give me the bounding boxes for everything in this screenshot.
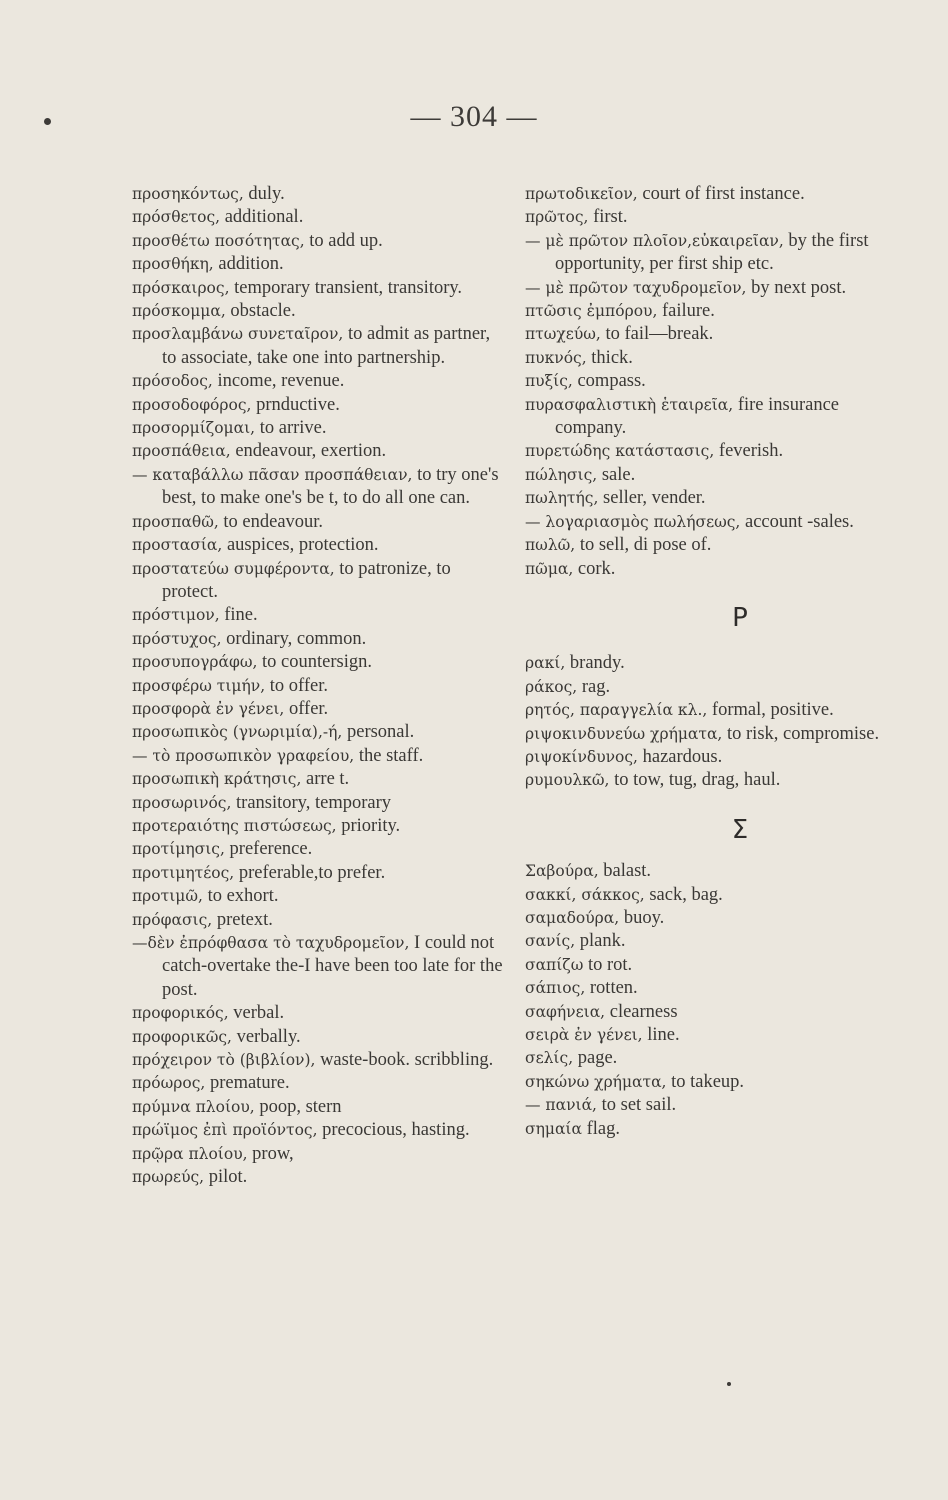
dictionary-entry <box>132 1166 504 1189</box>
dictionary-entry <box>132 1143 504 1166</box>
entry-english-gloss: pretext. <box>216 909 273 930</box>
dictionary-entry <box>525 440 895 463</box>
dictionary-entry <box>525 930 895 953</box>
entry-english-gloss: to fail—break. <box>605 324 714 345</box>
dictionary-entry <box>132 394 504 417</box>
entry-english-gloss: pilot. <box>208 1167 248 1188</box>
dictionary-entry <box>132 1096 504 1119</box>
entry-greek-term: προφορικός, <box>132 1004 229 1023</box>
entry-english-gloss: personal. <box>346 722 415 743</box>
entry-greek-term: πρώϊμος ἐπὶ προϊόντος, <box>132 1121 318 1140</box>
entry-english-gloss: balast. <box>603 861 652 882</box>
dictionary-entry <box>525 884 895 907</box>
entry-english-gloss: thick. <box>591 347 633 368</box>
entry-english-gloss: duly. <box>248 184 285 204</box>
entry-greek-term: προσφέρω τιμήν, <box>132 676 266 695</box>
entry-english-gloss: to set sail. <box>601 1095 677 1116</box>
dictionary-entry <box>132 1119 504 1142</box>
dictionary-entry <box>525 464 895 487</box>
entry-english-gloss: to rot. <box>587 954 633 975</box>
dictionary-entry <box>525 347 895 370</box>
dictionary-entry <box>525 1047 895 1070</box>
entry-greek-term: πυρασφαλιστικὴ ἑταιρεῖα, <box>525 395 734 414</box>
dictionary-entry <box>132 558 504 605</box>
entry-greek-term: σειρὰ ἐν γένει, <box>525 1026 643 1044</box>
dictionary-entry <box>132 838 504 861</box>
entry-greek-term: σηκώνω χρήματα, <box>525 1072 667 1091</box>
entry-greek-term: προστατεύω συμφέροντα, <box>132 559 335 578</box>
section-heading-rho: P <box>732 602 748 633</box>
entry-english-gloss: failure. <box>662 301 715 322</box>
entry-greek-term: προσυπογράφω, <box>132 653 258 672</box>
dictionary-entry <box>132 370 504 393</box>
entry-english-gloss: fine. <box>224 605 258 626</box>
pi-entries <box>525 183 895 581</box>
entry-english-gloss: preferable,to prefer. <box>238 862 386 883</box>
dictionary-entry <box>525 277 895 300</box>
entry-english-gloss: temporary transient, transitory. <box>234 277 463 298</box>
entry-greek-term: ριψοκινδυνεύω χρήματα, <box>525 724 723 743</box>
entry-english-gloss: priority. <box>341 815 401 836</box>
entry-greek-term: — λογαριασμὸς πωλήσεως, <box>525 512 741 531</box>
entry-greek-term: πυκνός, <box>525 348 587 367</box>
entry-greek-term: πρόσθετος, <box>132 208 221 227</box>
dictionary-entry <box>132 604 504 627</box>
dictionary-entry <box>525 183 895 206</box>
dictionary-entry <box>525 323 895 346</box>
entry-english-gloss: to sell, di pose of. <box>579 535 712 556</box>
entry-greek-term: προσωπικὸς (γνωριμία),-ή, <box>132 723 343 742</box>
dictionary-entry <box>132 768 504 791</box>
entry-greek-term: πρόσκομμα, <box>132 302 226 321</box>
entry-greek-term: προσθήκη, <box>132 255 214 274</box>
entry-english-gloss: income, revenue. <box>217 371 345 392</box>
dictionary-entry <box>132 230 504 253</box>
entry-greek-term: πρόστυχος, <box>132 629 222 648</box>
dictionary-entry <box>132 464 504 511</box>
entry-greek-term: ράκος, <box>525 677 578 696</box>
entry-greek-term: πυρετώδης κατάστασις, <box>525 442 715 461</box>
dictionary-entry <box>525 699 895 722</box>
entry-english-gloss: I could not catch-overtake the-I have been too late for the post. <box>162 933 503 1000</box>
entry-greek-term: πρῷρα πλοίου, <box>132 1144 248 1163</box>
dictionary-entry <box>132 1072 504 1095</box>
stray-mark <box>727 1382 731 1386</box>
dictionary-entry <box>132 1049 504 1072</box>
entry-english-gloss: page. <box>577 1048 618 1069</box>
dictionary-entry <box>525 907 895 930</box>
entry-english-gloss: the staff. <box>358 745 424 766</box>
entry-english-gloss: first. <box>593 207 628 228</box>
entry-greek-term: προσωρινός, <box>132 793 232 812</box>
entry-greek-term: προστασία, <box>132 536 223 555</box>
entry-english-gloss: clearness <box>609 1001 678 1022</box>
dictionary-entry <box>132 745 504 768</box>
dictionary-entry <box>132 792 504 815</box>
entry-english-gloss: feverish. <box>718 441 784 462</box>
dictionary-entry <box>525 954 895 977</box>
dictionary-entry <box>132 511 504 534</box>
entry-english-gloss: to exhort. <box>207 886 279 907</box>
entry-greek-term: — τὸ προσωπικὸν γραφείου, <box>132 746 355 765</box>
right-column <box>525 183 895 1141</box>
dictionary-entry <box>525 487 895 510</box>
dictionary-entry <box>525 1024 895 1047</box>
entry-english-gloss: line. <box>647 1025 680 1045</box>
entry-english-gloss: to endeavour. <box>223 511 324 532</box>
dictionary-entry <box>132 323 504 370</box>
entry-greek-term: — μὲ πρῶτον ταχυδρομεῖον, <box>525 278 747 297</box>
dictionary-entry <box>132 651 504 674</box>
dictionary-entry <box>525 1118 895 1141</box>
entry-greek-term: πρόσοδος, <box>132 372 213 391</box>
entry-greek-term: σαφήνεια, <box>525 1002 606 1021</box>
entry-greek-term: πῶμα, <box>525 559 574 578</box>
entry-greek-term: προσορμίζομαι, <box>132 419 256 438</box>
entry-english-gloss: to add up. <box>309 230 383 251</box>
entry-english-gloss: to offer. <box>269 675 328 696</box>
entry-greek-term: —δὲν ἐπρόφθασα τὸ ταχυδρομεῖον, <box>132 934 410 952</box>
dictionary-entry <box>525 676 895 699</box>
dictionary-entry <box>525 558 895 581</box>
entry-greek-term: προσφορὰ ἐν γένει, <box>132 699 285 718</box>
dictionary-entry <box>525 1001 895 1024</box>
entry-english-gloss: to countersign. <box>262 652 372 673</box>
entry-greek-term: προσηκόντως, <box>132 185 244 203</box>
entry-greek-term: προσωπικὴ κράτησις, <box>132 770 302 789</box>
entry-english-gloss: rotten. <box>589 978 638 999</box>
dictionary-entry <box>132 1002 504 1025</box>
entry-greek-term: προτιμῶ, <box>132 887 203 906</box>
entry-english-gloss: flag. <box>586 1118 620 1139</box>
entry-greek-term: — μὲ πρῶτον πλοῖον,εὐκαιρεῖαν, <box>525 231 784 250</box>
dictionary-entry <box>132 885 504 908</box>
entry-greek-term: πρωρεύς, <box>132 1168 205 1187</box>
entry-english-gloss: precocious, hasting. <box>322 1120 470 1141</box>
entry-english-gloss: seller, vender. <box>603 488 706 509</box>
entry-english-gloss: addition. <box>218 254 284 275</box>
entry-greek-term: πυξίς, <box>525 372 573 391</box>
dictionary-entry <box>132 277 504 300</box>
dictionary-entry <box>132 440 504 463</box>
entry-greek-term: πρόσκαιρος, <box>132 278 230 297</box>
entry-greek-term: — πανιά, <box>525 1096 597 1115</box>
entry-english-gloss: prow, <box>252 1143 294 1164</box>
entry-english-gloss: to arrive. <box>259 418 327 439</box>
entry-english-gloss: ordinary, common. <box>226 628 367 649</box>
entry-english-gloss: additional. <box>224 207 304 228</box>
dictionary-entry <box>132 698 504 721</box>
entry-greek-term: ρακί, <box>525 654 566 673</box>
entry-greek-term: προσθέτω ποσότητας, <box>132 231 305 250</box>
entry-greek-term: πρύμνα πλοίου, <box>132 1097 255 1116</box>
entry-english-gloss: formal, positive. <box>711 700 834 721</box>
entry-greek-term: σάπιος, <box>525 979 586 998</box>
dictionary-entry <box>525 394 895 441</box>
entry-english-gloss: court of first instance. <box>642 184 805 204</box>
dictionary-entry <box>132 417 504 440</box>
entry-english-gloss: offer. <box>288 698 329 719</box>
entry-greek-term: πρόχειρον τὸ (βιβλίον), <box>132 1051 316 1070</box>
entry-greek-term: πωλῶ, <box>525 536 576 555</box>
dictionary-entry <box>525 1094 895 1117</box>
entry-english-gloss: by next post. <box>751 277 847 298</box>
entry-english-gloss: verbal. <box>233 1003 285 1024</box>
entry-english-gloss: by the first opportunity, per first ship etc. <box>555 230 869 275</box>
entry-english-gloss: buoy. <box>623 907 665 928</box>
entry-english-gloss: account -sales. <box>744 511 854 532</box>
entry-greek-term: προφορικῶς, <box>132 1027 232 1046</box>
entry-english-gloss: rag. <box>581 676 611 697</box>
dictionary-entry <box>525 370 895 393</box>
entry-greek-term: προσπάθεια, <box>132 442 231 461</box>
entry-english-gloss: verbally. <box>236 1026 301 1047</box>
entry-english-gloss: brandy. <box>569 653 625 674</box>
entry-english-gloss: premature. <box>209 1073 290 1094</box>
entry-greek-term: ρητός, παραγγελία κλ., <box>525 701 708 720</box>
dictionary-entry <box>132 909 504 932</box>
dictionary-entry <box>525 230 895 277</box>
dictionary-entry <box>132 862 504 885</box>
entry-english-gloss: plank. <box>579 931 626 952</box>
dictionary-entry <box>525 652 895 675</box>
dictionary-entry <box>132 815 504 838</box>
entry-greek-term: πτῶσις ἐμπόρου, <box>525 302 658 321</box>
sigma-entries <box>525 860 895 1141</box>
entry-greek-term: σανίς, <box>525 932 576 951</box>
rho-entries <box>525 652 895 792</box>
entry-greek-term: σαμαδούρα, <box>525 908 620 927</box>
dictionary-entry <box>132 206 504 229</box>
entry-greek-term: ρυμουλκῶ, <box>525 771 610 790</box>
entry-greek-term: πρόωρος, <box>132 1074 206 1093</box>
entry-english-gloss: obstacle. <box>230 301 296 322</box>
entry-greek-term: προτιμητέος, <box>132 863 235 882</box>
entry-english-gloss: sale. <box>601 464 636 485</box>
entry-english-gloss: waste-book. scribbling. <box>320 1050 494 1071</box>
dictionary-entry <box>525 723 895 746</box>
dictionary-entry <box>132 534 504 557</box>
entry-english-gloss: to admit as partner, to associate, take one into partnership. <box>162 324 491 368</box>
entry-english-gloss: transitory, temporary <box>236 792 392 813</box>
entry-greek-term: προτεραιότης πιστώσεως, <box>132 816 337 835</box>
entry-english-gloss: to patronize, to protect. <box>162 558 451 602</box>
entry-english-gloss: compass. <box>577 371 646 392</box>
entry-greek-term: προσπαθῶ, <box>132 512 219 531</box>
entry-greek-term: προτίμησις, <box>132 840 225 859</box>
entry-greek-term: πτωχεύω, <box>525 325 601 344</box>
dictionary-entry <box>525 860 895 883</box>
entry-greek-term: προσλαμβάνω συνεταῖρον, <box>132 325 344 344</box>
entry-greek-term: πρῶτος, <box>525 208 589 227</box>
dictionary-entry <box>525 511 895 534</box>
dictionary-entry <box>132 932 504 1002</box>
entry-english-gloss: to tow, tug, drag, haul. <box>614 770 781 791</box>
dictionary-entry <box>132 300 504 323</box>
entry-greek-term: πωλητής, <box>525 489 599 508</box>
entry-english-gloss: preference. <box>229 839 313 860</box>
entry-greek-term: σημαία <box>525 1119 582 1138</box>
dictionary-entry <box>132 253 504 276</box>
entry-english-gloss: sack, bag. <box>649 884 723 905</box>
dictionary-entry <box>132 721 504 744</box>
entry-english-gloss: poop, stern <box>259 1096 342 1117</box>
entry-english-gloss: fire insurance company. <box>555 394 839 439</box>
dictionary-entry <box>132 675 504 698</box>
entry-english-gloss: cork. <box>577 558 616 579</box>
entry-english-gloss: hazardous. <box>642 746 723 767</box>
section-heading-sigma: Σ <box>731 814 749 845</box>
dictionary-entry <box>525 1071 895 1094</box>
entry-english-gloss: arre t. <box>306 769 350 790</box>
entry-english-gloss: endeavour, exertion. <box>235 441 387 462</box>
entry-english-gloss: to try one's best, to make one's be t, to do all one can. <box>162 464 499 509</box>
entry-greek-term: πρωτοδικεῖον, <box>525 185 638 203</box>
dictionary-entry <box>525 206 895 229</box>
entry-greek-term: πρόφασις, <box>132 910 213 929</box>
left-column <box>132 183 504 1189</box>
entry-greek-term: — καταβάλλω πᾶσαν προσπάθειαν, <box>132 465 413 484</box>
entry-greek-term: πώλησις, <box>525 465 598 484</box>
dictionary-entry <box>525 300 895 323</box>
entry-greek-term: Σαβούρα, <box>525 862 599 881</box>
dictionary-entry <box>132 628 504 651</box>
entry-greek-term: ριψοκίνδυνος, <box>525 747 638 766</box>
entry-greek-term: πρόστιμον, <box>132 606 220 625</box>
dictionary-entry <box>525 769 895 792</box>
dictionary-entry <box>132 1026 504 1049</box>
entry-greek-term: σακκί, σάκκος, <box>525 885 645 904</box>
page-number: — 304 — <box>410 100 538 133</box>
dictionary-entry <box>525 746 895 769</box>
entry-english-gloss: to takeup. <box>671 1071 745 1092</box>
entry-greek-term: σαπίζω <box>525 955 584 974</box>
dictionary-entry <box>525 977 895 1000</box>
entry-greek-term: προσοδοφόρος, <box>132 395 252 414</box>
dictionary-entry <box>525 534 895 557</box>
dictionary-entry <box>132 183 504 206</box>
entry-english-gloss: auspices, protection. <box>226 535 379 556</box>
entry-english-gloss: prnductive. <box>256 394 340 415</box>
entry-greek-term: σελίς, <box>525 1049 574 1068</box>
entry-english-gloss: to risk, compromise. <box>727 723 880 744</box>
